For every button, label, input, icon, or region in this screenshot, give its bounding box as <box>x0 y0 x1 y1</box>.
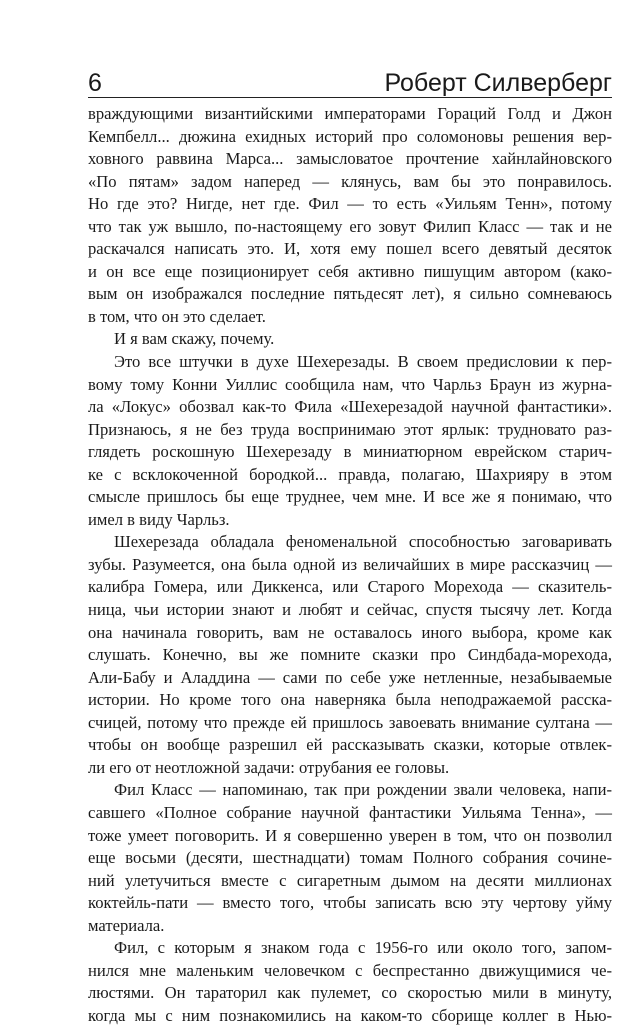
text-line: ний улетучиться вместе с сигаретным дымом на десяти миллионах <box>88 870 612 890</box>
text-line: Шехерезада обладала феноменальной способностью заговаривать <box>114 532 612 552</box>
text-line: раскачался написать это. И, хотя ему пошел всего девятый десяток <box>88 239 612 259</box>
text-line: савшего «Полное собрание научной фантастики Уильяма Тенна», — <box>88 802 612 822</box>
text-line: материала. <box>88 915 165 935</box>
text-line: истории. Но кроме того она наверняка была неподражаемой расска- <box>88 690 612 710</box>
text-line: когда мы с ним познакомились на каком-то сборище коллег в Нью- <box>88 1005 612 1025</box>
header-rule <box>88 97 612 98</box>
text-line: коктейль-пати — вместо того, чтобы записать всю эту чертову уйму <box>88 893 612 913</box>
text-line: И я вам скажу, почему. <box>114 329 275 349</box>
text-line: имел в виду Чарльз. <box>88 509 230 529</box>
text-line: зубы. Разумеется, она была одной из величайших в мире рассказчиц — <box>88 554 612 574</box>
page-number: 6 <box>88 69 102 97</box>
text-line: нился мне маленьким человечком с беспрестанно движущимися че- <box>88 960 612 980</box>
text-line: враждующими византийскими императорами Гораций Голд и Джон <box>88 104 612 123</box>
text-line: Али-Бабу и Аладдина — сами по себе уже нетленные, незабываемые <box>88 667 612 687</box>
text-line: вым он изображался последние пятьдесят лет), я сильно сомневаюсь <box>88 284 612 304</box>
text-line: чтобы он вообще разрешил ей рассказывать сказки, которые отвлек- <box>88 735 612 755</box>
text-line: она начинала говорить, вам не оставалось иного выбора, кроме как <box>88 622 612 642</box>
text-line: что так уж вышло, по-настоящему его зовут Филип Класс — так и не <box>88 216 612 236</box>
text-line: еще восьми (десяти, шестнадцати) томам Полного собрания сочине- <box>88 848 612 868</box>
text-line: Кемпбелл... дюжина ехидных историй про соломоновы решения вер- <box>88 126 612 146</box>
text-line: Фил Класс — напоминаю, так при рождении звали человека, напи- <box>114 780 612 800</box>
text-line: смысле пришлось бы еще труднее, чем мне. И все же я понимаю, что <box>88 487 612 507</box>
text-line: слушать. Конечно, вы же помните сказки про Синдбада-морехода, <box>88 645 612 665</box>
text-line: ница, чьи истории знают и любят и сейчас, спустя тысячу лет. Когда <box>88 600 612 620</box>
text-line: Это все штучки в духе Шехерезады. В своем предисловии к пер- <box>114 352 612 372</box>
text-line: Признаюсь, я не без труда воспринимаю этот ярлык: трудновато раз- <box>88 419 612 439</box>
text-line: ла «Локус» обозвал как-то Фила «Шехерезадой научной фантастики». <box>88 397 612 417</box>
text-line: вому тому Конни Уиллис сообщила нам, что Чарльз Браун из журна- <box>88 374 612 394</box>
text-line: ке с всклокоченной бородкой... правда, полагаю, Шахрияру в этом <box>88 464 612 484</box>
text-line: «По пятам» задом наперед — клянусь, вам бы это понравилось. <box>88 171 612 191</box>
body-text <box>88 103 612 1027</box>
text-line: Но где это? Нигде, нет где. Фил — то есть «Уильям Тенн», потому <box>88 194 612 214</box>
text-line: ли его от неотложной задачи: отрубания ее головы. <box>88 757 450 777</box>
running-head-author: Роберт Силверберг <box>384 69 612 97</box>
text-line: счицей, потому что прежде ей пришлось завоевать внимание султана — <box>88 712 612 732</box>
text-line: люстями. Он тараторил как пулемет, со скоростью мили в минуту, <box>88 983 612 1003</box>
text-line: Фил, с которым я знаком года с 1956-го или около того, запом- <box>114 938 612 958</box>
running-head <box>88 62 612 96</box>
text-line: калибра Гомера, или Диккенса, или Старого Морехода — сказитель- <box>88 577 612 597</box>
text-line: в том, что он это сделает. <box>88 306 266 326</box>
text-line: и он все еще позиционирует себя активно пишущим автором (како- <box>88 261 612 281</box>
text-line: тоже умеет поговорить. И я совершенно уверен в том, что он позволил <box>88 825 612 845</box>
text-line: глядеть роскошную Шехерезаду в миниатюрном еврейском старич- <box>88 442 612 462</box>
text-line: ховного раввина Марса... замысловатое прочтение хайнлайновского <box>88 149 612 169</box>
